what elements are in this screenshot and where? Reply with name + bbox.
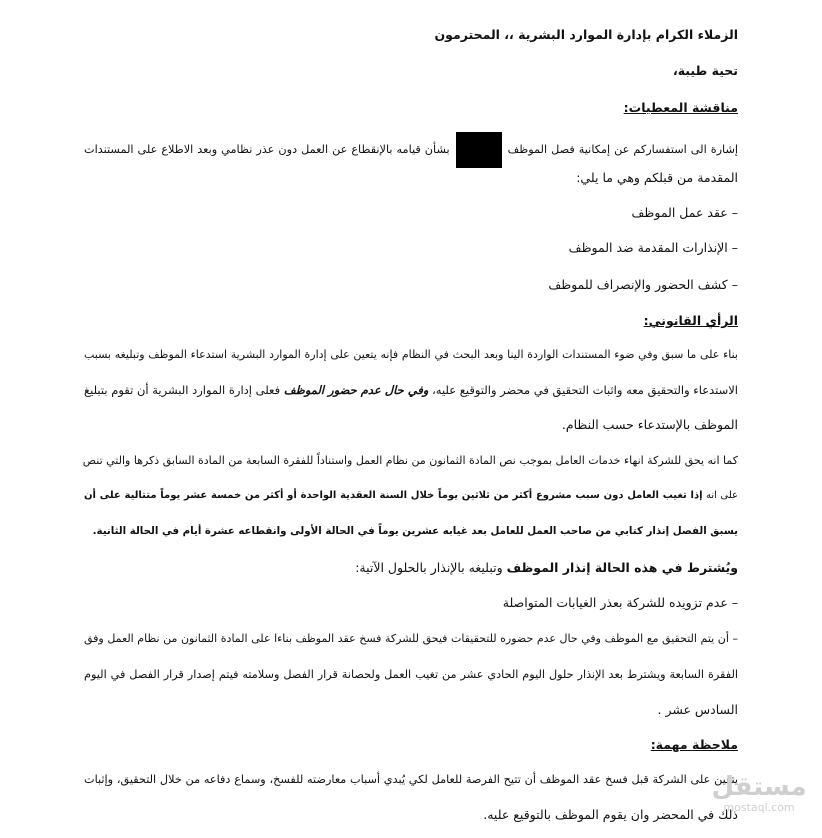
- intro-line-1: [84, 132, 738, 156]
- salutation-line: تحية طيبة،: [672, 63, 738, 78]
- document-list-item-1: – عقد عمل الموظف: [631, 205, 738, 220]
- note-line-2: ذلك في المحضر وان يقوم الموظف بالتوقيع عليه.: [483, 807, 738, 822]
- condition-item-2-line-1: – أن يتم التحقيق مع الموظف وفي حال عدم حضوره للتحقيقات فيحق للشركة فسخ عقد الموظف بناءا على المادة الثمانون من نظام العمل وفق: [84, 632, 738, 645]
- opinion-p1-line-3: الموظف بالإستدعاء حسب النظام.: [561, 417, 738, 432]
- condition-line: ويُشترط في هذه الحالة إنذار الموظف وتبليغه بالإنذار بالحلول الآتية:: [355, 560, 738, 575]
- mostaql-watermark: [711, 764, 807, 824]
- intro-line-1-start: إشارة الى استفساركم عن إمكانية فصل الموظف: [507, 143, 738, 156]
- document-list-item-3: – كشف الحضور والإنصراف للموظف: [548, 277, 738, 292]
- intro-line-2: المقدمة من قبلكم وهي ما يلي:: [576, 170, 738, 185]
- condition-item-2-line-2: الفقرة السابعة ويشترط بعد الإنذار حلول اليوم الحادي عشر من تغيب العمل ولحصانة قرار الفصل وسلامته فيتم إصدار قرار الفصل في اليوم: [84, 668, 738, 681]
- opinion-p2-line-3: يسبق الفصل إنذار كتابي من صاحب العمل للعامل بعد غيابه عشرين يوماً في الحالة الأولى وانقطاعه عشرة أيام في الحالة الثانية.: [92, 525, 738, 537]
- section-title-data: مناقشة المعطيات:: [623, 100, 738, 115]
- document-list-item-2: – الإنذارات المقدمة ضد الموظف: [568, 240, 738, 255]
- condition-item-2-line-3: السادس عشر .: [657, 702, 738, 717]
- watermark-arabic: مستقل: [711, 772, 807, 802]
- opinion-p1-line-2: الاستدعاء والتحقيق معه واثبات التحقيق في محضر والتوقيع عليه، وفي حال عدم حضور الموظف فعلى إدارة الموارد البشرية أن تقوم بتبليغ: [84, 383, 738, 397]
- section-title-legal-opinion: الرأي القانوني:: [643, 313, 738, 328]
- opinion-p2-line-2: على انه إذا تغيب العامل دون سبب مشروع أكثر من ثلاثين يوماً خلال السنة العقدية الواحدة أو أكثر من خمسة عشر يوماً متتالية على أن: [84, 490, 739, 501]
- redacted-name-block: [456, 132, 502, 168]
- greeting-line: الزملاء الكرام بإدارة الموارد البشرية ،، المحترمون: [434, 27, 738, 42]
- watermark-latin: mostaql.com: [723, 801, 795, 814]
- section-title-note: ملاحظة مهمة:: [650, 737, 738, 752]
- emphasis-absence: وفي حال عدم حضور الموظف: [283, 383, 429, 397]
- article-quote-bold: إذا تغيب العامل دون سبب مشروع أكثر من ثلاثين يوماً خلال السنة العقدية الواحدة أو أكثر من خمسة عشر يوماً متتالية على أن: [84, 490, 703, 501]
- condition-item-1: – عدم تزويده للشركة بعذر الغيابات المتواصلة: [502, 595, 738, 610]
- opinion-p1-line-1: بناء على ما سبق وفي ضوء المستندات الواردة الينا وبعد البحث في النظام فإنه يتعين على إدارة الموارد البشرية استدعاء الموظف وتبليغه بسبب: [84, 348, 738, 361]
- opinion-p2-line-1: كما انه يحق للشركة انهاء خدمات العامل بموجب نص المادة الثمانون من نظام العمل واستناداً للفقرة السابعة من المادة السابق ذكرها والتي تنص: [82, 454, 738, 467]
- intro-line-1-end: بشأن قيامه بالإنقطاع عن العمل دون عذر نظامي وبعد الاطلاع على المستندات: [84, 143, 450, 156]
- note-line-1: يتعين على الشركة قبل فسخ عقد الموظف أن تتيح الفرصة للعامل لكي يُبدي أسباب معارضته للفسخ، وسماع دفاعه من خلال التحقيق، وإثبات: [84, 773, 738, 786]
